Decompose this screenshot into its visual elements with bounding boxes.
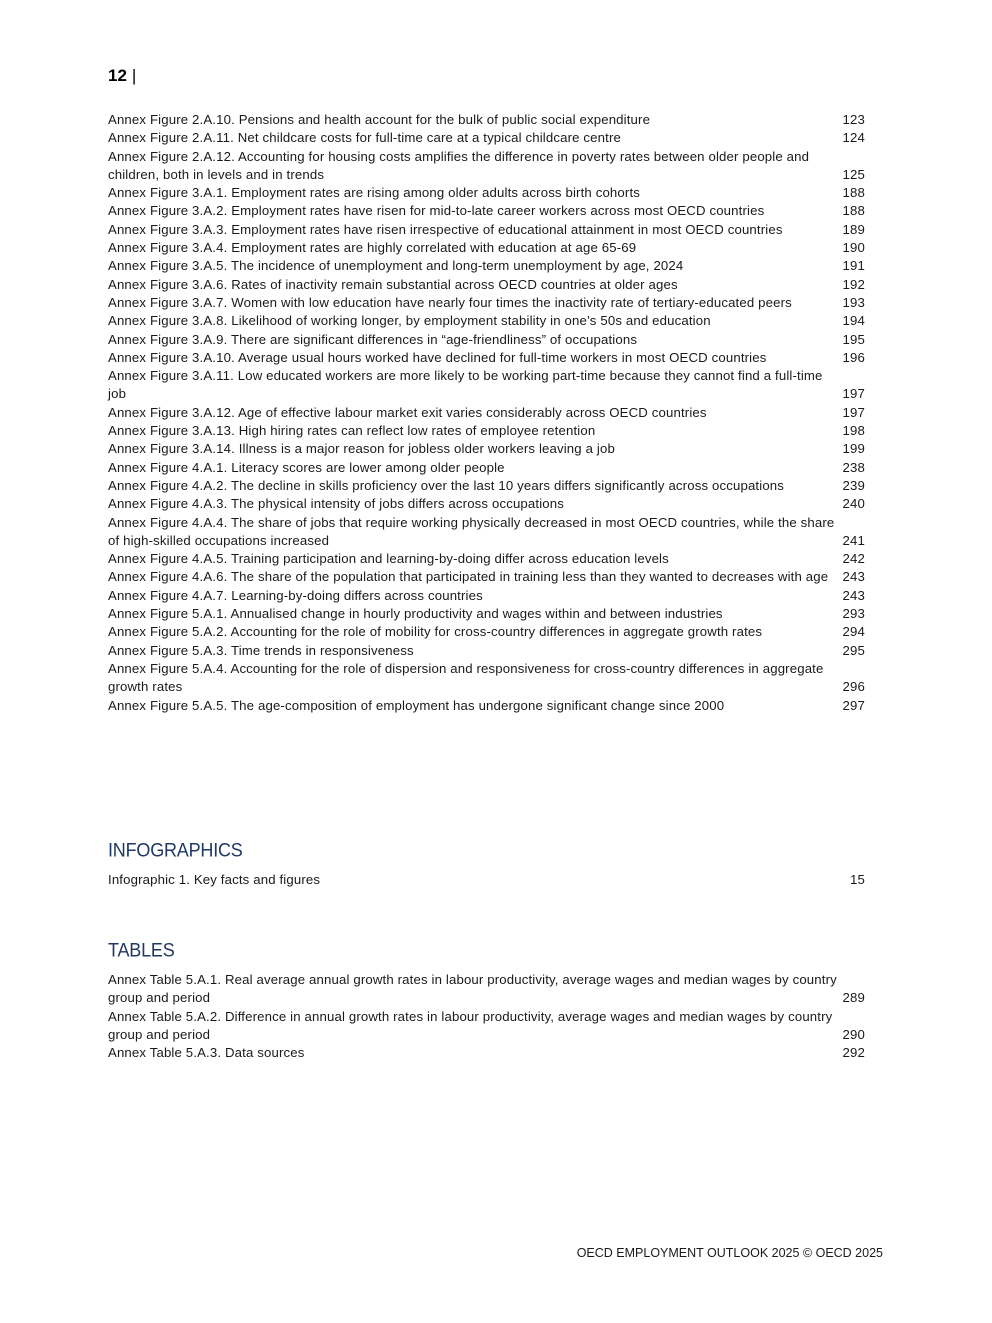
toc-entry-page: 198 — [842, 423, 865, 439]
toc-entry-page: 125 — [842, 166, 865, 182]
toc-entry-title: Annex Table 5.A.1. Real average annual growth rates in labour productivity, average wages and median wages by country group and period — [108, 972, 837, 1006]
tables-list — [108, 971, 865, 1062]
toc-entry-title: Annex Figure 4.A.5. Training participation and learning-by-doing differ across education levels — [108, 551, 669, 567]
toc-entry-page: 238 — [842, 459, 865, 475]
toc-entry[interactable] — [108, 514, 865, 551]
toc-entry[interactable] — [108, 697, 865, 715]
toc-entry[interactable] — [108, 871, 865, 889]
toc-entry[interactable] — [108, 587, 865, 605]
toc-entry-title: Annex Figure 3.A.5. The incidence of unemployment and long-term unemployment by age, 2024 — [108, 258, 684, 274]
toc-entry[interactable] — [108, 495, 865, 513]
toc-entry-title: Annex Figure 4.A.1. Literacy scores are lower among older people — [108, 459, 505, 475]
toc-entry-title: Annex Figure 4.A.7. Learning-by-doing differs across countries — [108, 587, 483, 603]
toc-entry[interactable] — [108, 294, 865, 312]
toc-entry-page: 199 — [842, 441, 865, 457]
toc-entry-page: 189 — [842, 221, 865, 237]
toc-entry[interactable] — [108, 148, 865, 185]
tables-heading: TABLES — [108, 939, 175, 961]
toc-entry-title: Annex Figure 3.A.2. Employment rates have risen for mid-to-late career workers across most OECD countries — [108, 203, 765, 219]
toc-entry[interactable] — [108, 971, 865, 1008]
toc-entry-page: 290 — [842, 1026, 865, 1042]
toc-entry[interactable] — [108, 276, 865, 294]
toc-entry[interactable] — [108, 331, 865, 349]
page-number — [108, 66, 136, 86]
toc-entry[interactable] — [108, 257, 865, 275]
figures-list — [108, 111, 865, 715]
toc-entry-title: Annex Figure 3.A.1. Employment rates are rising among older adults across birth cohorts — [108, 185, 641, 201]
toc-entry-page: 197 — [842, 404, 865, 420]
toc-entry-title: Annex Figure 5.A.3. Time trends in responsiveness — [108, 642, 414, 658]
infographics-list — [108, 871, 865, 889]
toc-entry-title: Annex Table 5.A.3. Data sources — [108, 1045, 305, 1061]
toc-entry[interactable] — [108, 660, 865, 697]
toc-entry-page: 243 — [842, 587, 865, 603]
toc-entry-title: Annex Figure 4.A.2. The decline in skills proficiency over the last 10 years differs significantly across occupations — [108, 477, 785, 493]
toc-entry-page: 297 — [842, 697, 865, 713]
toc-entry-title: Annex Figure 3.A.7. Women with low education have nearly four times the inactivity rate of tertiary-educated peers — [108, 294, 792, 310]
toc-entry-page: 292 — [842, 1045, 865, 1061]
infographics-heading: INFOGRAPHICS — [108, 839, 243, 861]
toc-entry-title: Annex Figure 3.A.10. Average usual hours worked have declined for full-time workers in most OECD countries — [108, 349, 767, 365]
toc-entry-title: Annex Figure 3.A.3. Employment rates have risen irrespective of educational attainment in most OECD countries — [108, 221, 783, 237]
toc-entry[interactable] — [108, 367, 865, 404]
toc-entry[interactable] — [108, 239, 865, 257]
toc-entry-title: Infographic 1. Key facts and figures — [108, 872, 321, 887]
toc-entry[interactable] — [108, 1044, 865, 1062]
toc-entry-title: Annex Figure 4.A.3. The physical intensity of jobs differs across occupations — [108, 496, 565, 512]
toc-entry-page: 195 — [842, 331, 865, 347]
toc-entry[interactable] — [108, 221, 865, 239]
toc-entry-page: 190 — [842, 240, 865, 256]
toc-entry-title: Annex Figure 3.A.6. Rates of inactivity remain substantial across OECD countries at older ages — [108, 276, 678, 292]
toc-entry[interactable] — [108, 129, 865, 147]
toc-entry-page: 241 — [842, 532, 865, 548]
toc-entry-page: 240 — [842, 496, 865, 512]
toc-entry-title: Annex Figure 5.A.4. Accounting for the role of dispersion and responsiveness for cross-country differences in aggregate growth rates — [108, 660, 824, 695]
toc-entry-title: Annex Figure 2.A.10. Pensions and health account for the bulk of public social expenditure — [108, 112, 651, 127]
toc-entry-title: Annex Figure 2.A.12. Accounting for housing costs amplifies the difference in poverty rates between older people and children, both in levels and in trends — [108, 148, 810, 182]
toc-entry[interactable] — [108, 568, 865, 586]
toc-entry[interactable] — [108, 459, 865, 477]
toc-entry[interactable] — [108, 642, 865, 660]
toc-entry[interactable] — [108, 550, 865, 568]
toc-entry-page: 289 — [842, 990, 865, 1006]
toc-entry-title: Annex Figure 5.A.2. Accounting for the role of mobility for cross-country differences in aggregate growth rates — [108, 624, 763, 640]
toc-entry[interactable] — [108, 422, 865, 440]
toc-entry-page: 188 — [842, 185, 865, 201]
toc-entry-page: 295 — [842, 642, 865, 658]
toc-entry-page: 124 — [842, 130, 865, 146]
toc-entry-page: 194 — [842, 313, 865, 329]
toc-entry[interactable] — [108, 623, 865, 641]
toc-entry-page: 243 — [842, 569, 865, 585]
toc-entry-title: Annex Figure 3.A.14. Illness is a major reason for jobless older workers leaving a job — [108, 441, 615, 457]
toc-entry-title: Annex Figure 3.A.8. Likelihood of working longer, by employment stability in one’s 50s and education — [108, 313, 711, 329]
toc-entry-page: 191 — [842, 258, 865, 274]
toc-entry-title: Annex Figure 3.A.11. Low educated workers are more likely to be working part-time because they cannot find a full-time job — [108, 368, 823, 402]
toc-entry-page: 196 — [842, 349, 865, 365]
toc-entry-title: Annex Figure 4.A.6. The share of the population that participated in training less than they wanted to decreases with age — [108, 569, 829, 585]
toc-entry-page: 123 — [842, 112, 865, 127]
toc-entry[interactable] — [108, 312, 865, 330]
toc-entry-title: Annex Figure 3.A.12. Age of effective labour market exit varies considerably across OECD countries — [108, 404, 707, 420]
toc-entry[interactable] — [108, 202, 865, 220]
toc-entry[interactable] — [108, 111, 865, 129]
toc-entry-page: 296 — [842, 679, 865, 695]
toc-entry-page: 293 — [842, 606, 865, 622]
toc-entry-page: 192 — [842, 276, 865, 292]
toc-entry[interactable] — [108, 349, 865, 367]
toc-entry-page: 239 — [842, 477, 865, 493]
toc-entry-page: 197 — [842, 386, 865, 402]
toc-entry[interactable] — [108, 440, 865, 458]
toc-entry-page: 193 — [842, 294, 865, 310]
page-number-separator: | — [131, 66, 137, 85]
toc-entry-page: 188 — [842, 203, 865, 219]
toc-entry-title: Annex Figure 4.A.4. The share of jobs that require working physically decreased in most OECD countries, while the share of high-skilled occupations increased — [108, 514, 835, 548]
toc-entry[interactable] — [108, 605, 865, 623]
toc-entry-title: Annex Figure 3.A.4. Employment rates are highly correlated with education at age 65-69 — [108, 240, 637, 256]
toc-entry[interactable] — [108, 1008, 865, 1045]
toc-entry-title: Annex Figure 2.A.11. Net childcare costs for full-time care at a typical childcare centre — [108, 130, 621, 146]
page-number-value: 12 — [108, 66, 127, 85]
toc-entry-title: Annex Table 5.A.2. Difference in annual growth rates in labour productivity, average wages and median wages by country group and period — [108, 1008, 833, 1042]
toc-entry[interactable] — [108, 404, 865, 422]
toc-entry[interactable] — [108, 184, 865, 202]
toc-entry[interactable] — [108, 477, 865, 495]
toc-entry-page: 242 — [842, 551, 865, 567]
toc-entry-title: Annex Figure 5.A.1. Annualised change in hourly productivity and wages within and between industries — [108, 606, 723, 622]
toc-entry-page: 15 — [850, 872, 865, 887]
toc-entry-title: Annex Figure 3.A.9. There are significant differences in “age-friendliness” of occupations — [108, 331, 638, 347]
toc-entry-title: Annex Figure 3.A.13. High hiring rates can reflect low rates of employee retention — [108, 423, 596, 439]
page-footer: OECD EMPLOYMENT OUTLOOK 2025 © OECD 2025 — [576, 1246, 883, 1260]
toc-entry-title: Annex Figure 5.A.5. The age-composition of employment has undergone significant change since 2000 — [108, 697, 725, 713]
toc-entry-page: 294 — [842, 624, 865, 640]
